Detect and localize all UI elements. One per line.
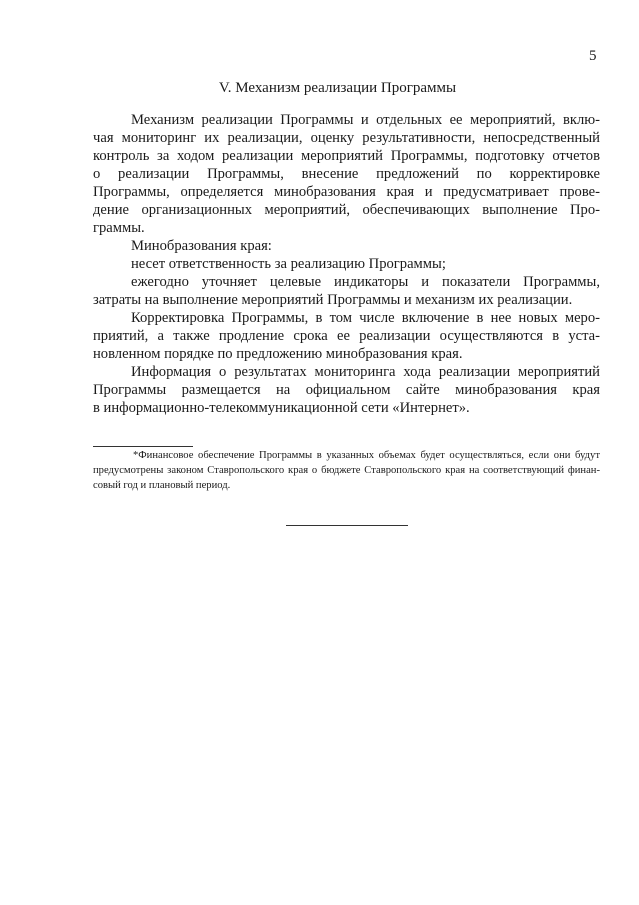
paragraph-responsibility [93, 255, 600, 273]
text-line: чая мониторинг их реализации, оценку результативности, непосредственный [93, 130, 600, 146]
text-line: дение организационных мероприятий, обеспечивающих выполнение Про- [93, 202, 600, 218]
text-line: Программы, определяется минобразования края и предусматривает прове- [93, 184, 600, 200]
footnote-line: совый год и плановый период. [93, 480, 231, 491]
text-line: граммы. [93, 220, 145, 236]
text-line: Программы размещается на официальном сайте минобразования края [93, 382, 600, 398]
footnote-line: предусмотрены законом Ставропольского края о бюджете Ставропольского края на соответствующий финан- [93, 465, 600, 476]
footnote-line: *Финансовое обеспечение Программы в указанных объемах будет осуществляться, если они будут [133, 450, 600, 461]
text-line: Информация о результатах мониторинга хода реализации мероприятий [131, 364, 600, 380]
text-line: Механизм реализации Программы и отдельных ее мероприятий, вклю- [131, 112, 600, 128]
body-text [93, 111, 600, 417]
page-number: 5 [589, 48, 597, 64]
text-line: контроль за ходом реализации мероприятий Программы, подготовку отчетов [93, 148, 600, 164]
text-line: новленном порядке по предложению минобразования края. [93, 346, 463, 362]
text-line: в информационно-телекоммуникационной сети «Интернет». [93, 400, 470, 416]
text-line: Минобразования края: [131, 238, 272, 254]
end-separator [286, 525, 408, 526]
text-line: о реализации Программы, внесение предложений по корректировке [93, 166, 600, 182]
text-line: Корректировка Программы, в том числе включение в нее новых меро- [131, 310, 600, 326]
paragraph-information [93, 363, 600, 417]
paragraph-ministry [93, 237, 600, 255]
footnote-separator [93, 446, 193, 447]
paragraph-indicators [93, 273, 600, 309]
text-line: несет ответственность за реализацию Программы; [131, 256, 446, 272]
text-line: затраты на выполнение мероприятий Программы и механизм их реализации. [93, 292, 573, 308]
text-line: приятий, а также продление срока ее реализации осуществляются в уста- [93, 328, 600, 344]
footnote [93, 448, 600, 493]
paragraph-correction [93, 309, 600, 363]
text-line: ежегодно уточняет целевые индикаторы и показатели Программы, [131, 274, 600, 290]
paragraph-mechanism [93, 111, 600, 237]
section-title: V. Механизм реализации Программы [218, 80, 457, 96]
